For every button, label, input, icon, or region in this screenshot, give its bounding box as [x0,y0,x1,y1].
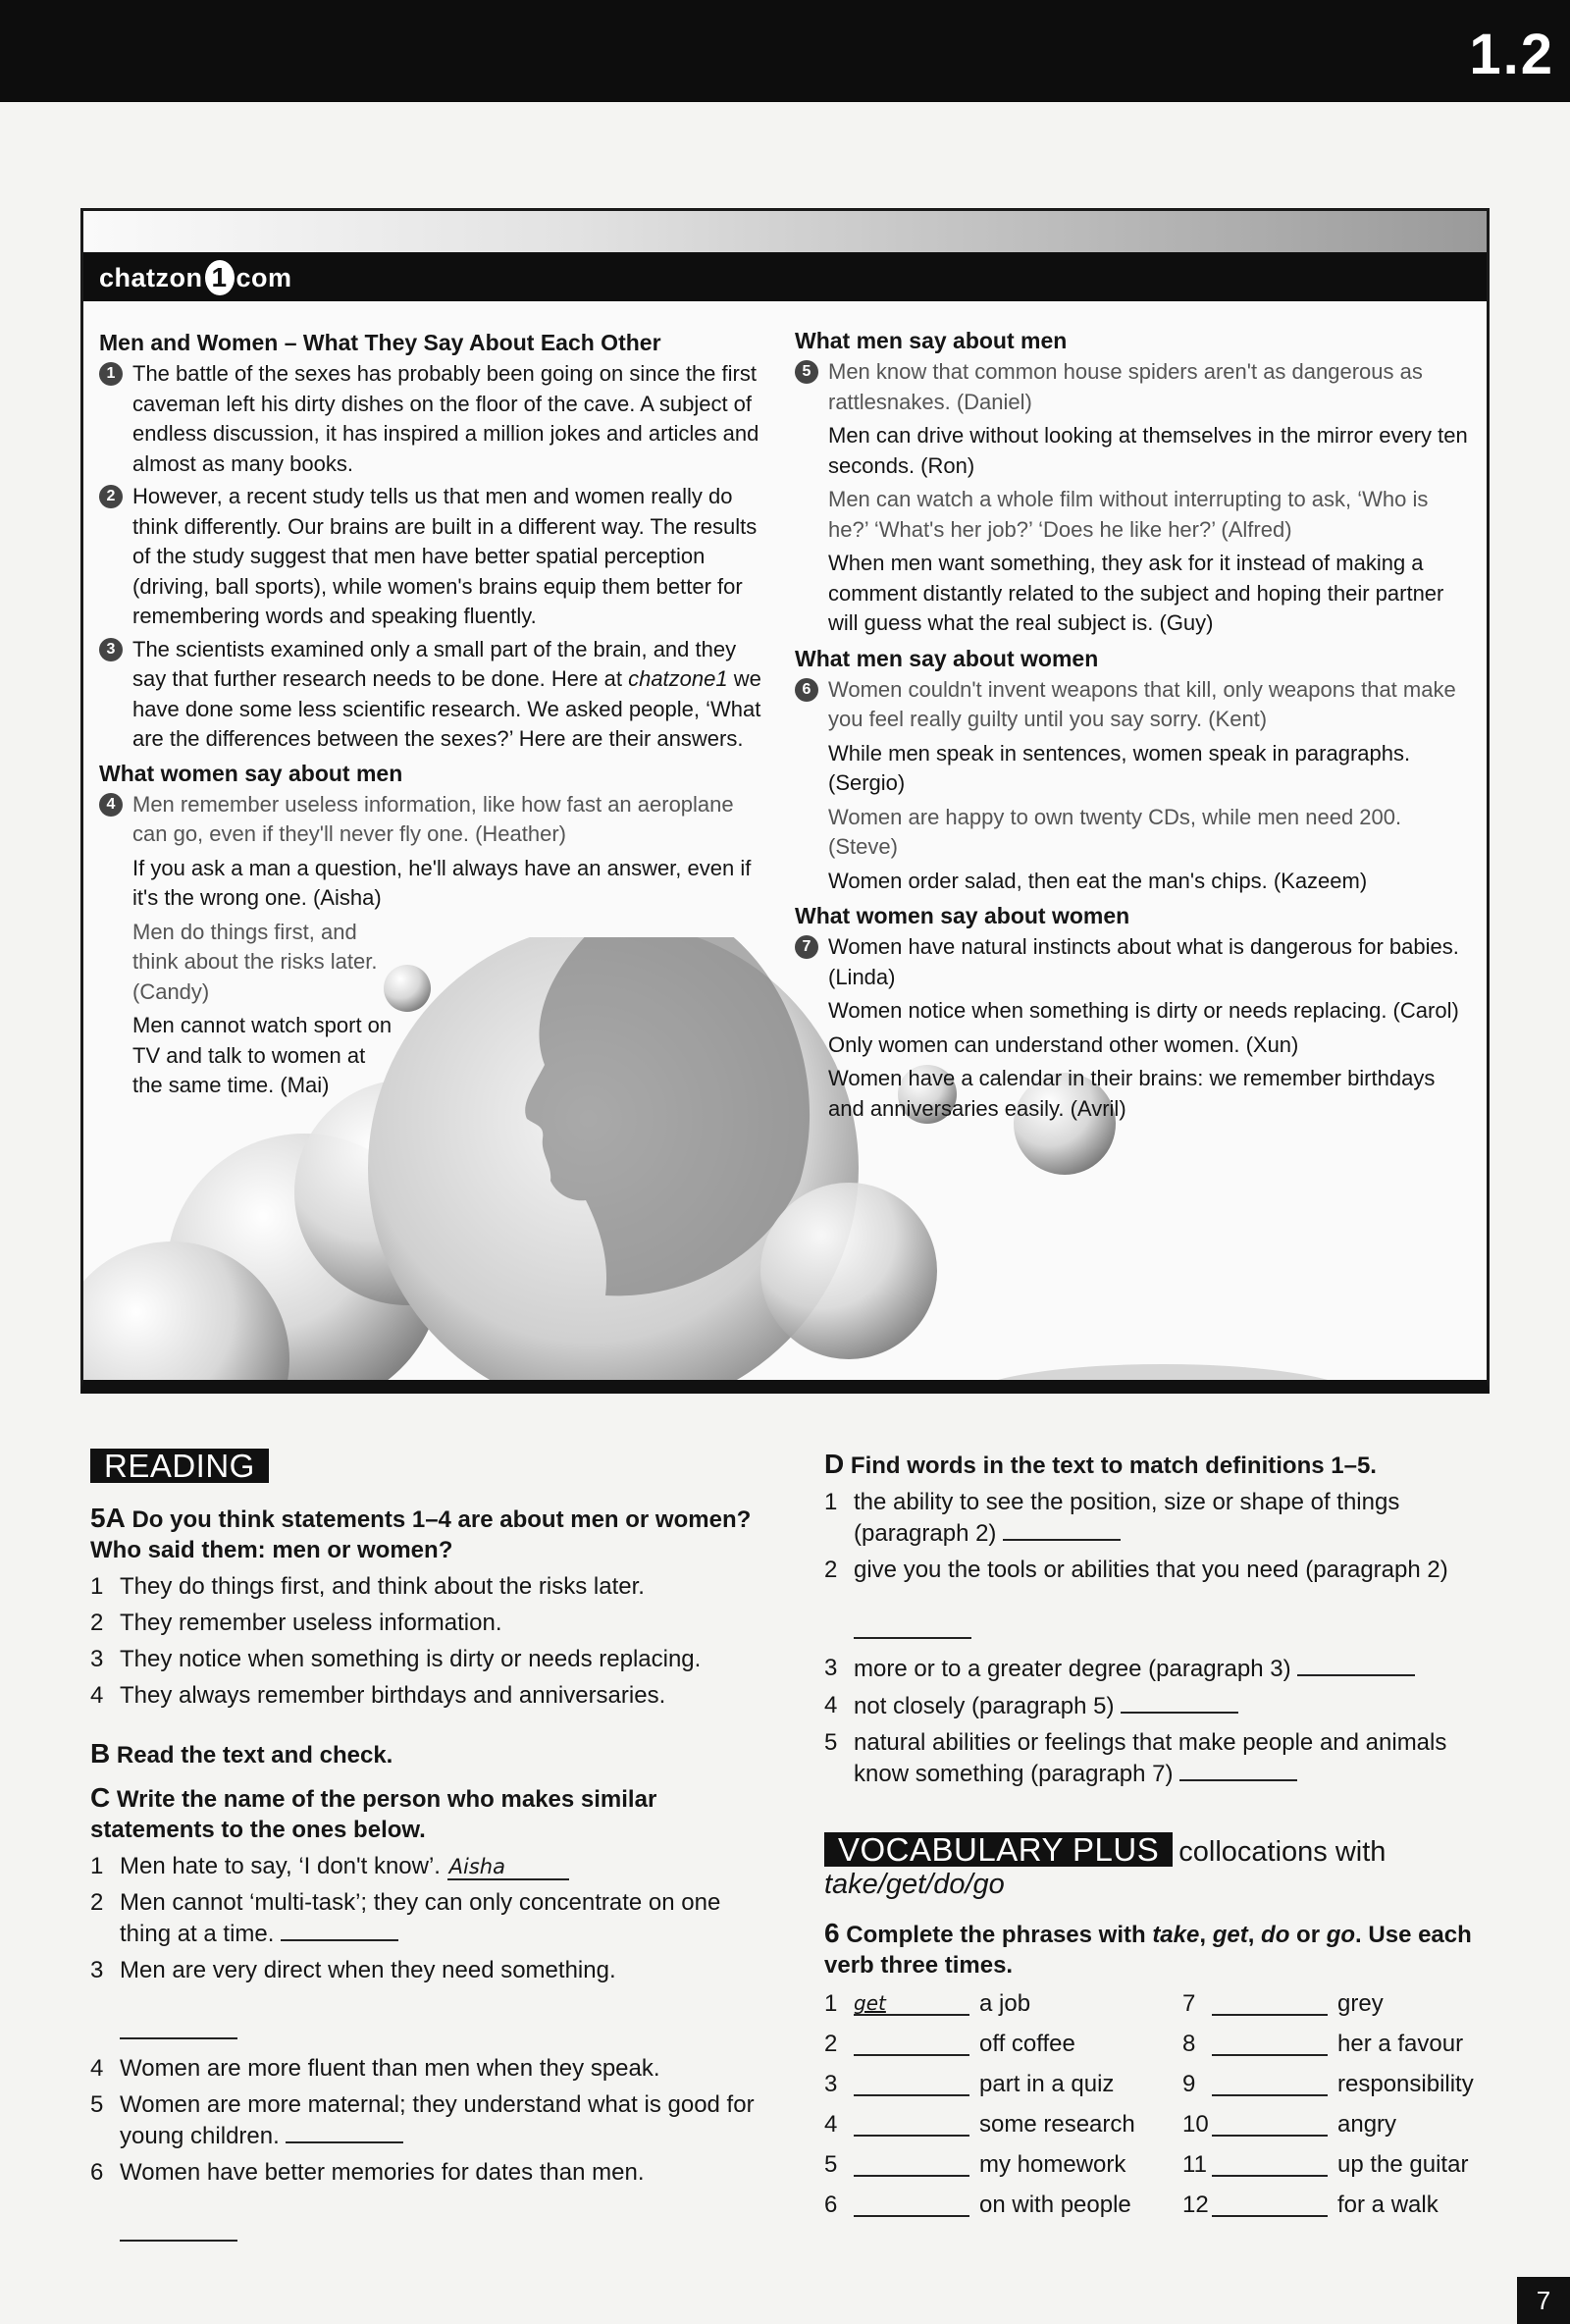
list-item: 4 Women are more fluent than men when they speak. [90,2055,660,2082]
quote: Only women can understand other women. (Xun) [828,1031,1299,1057]
exercise-b-instruction: B Read the text and check. [90,1738,393,1769]
list-item: 2 Men cannot ‘multi-task’; they can only concentrate on one thing at a time. [90,1889,721,1947]
exercise-6-instruction: 6 Complete the phrases with take, get, do or go. Use each verb three times. [824,1918,1472,1979]
answer-field[interactable] [854,1615,971,1639]
vocabulary-plus-heading [824,1832,1492,1868]
article-panel [80,208,1490,1394]
answer-field[interactable] [854,2109,969,2137]
top-header-bar [0,0,1570,102]
quote: If you ask a man a question, he'll always have an answer, even if it's the wrong one. (Aisha) [132,855,752,910]
quote: Women order salad, then eat the man's chips. (Kazeem) [828,868,1368,893]
section-heading-men-about-men: What men say about men [795,328,1068,353]
answer-field[interactable] [1179,1758,1297,1781]
list-item: 4 not closely (paragraph 5) [824,1690,1492,1721]
quote: 6 Women couldn't invent weapons that kill, only weapons that make you feel really guilty until you say sorry. (Kent) [795,675,1472,735]
exercise-d-instruction: D Find words in the text to match definitions 1–5. [824,1449,1377,1479]
vocabulary-plus-subtitle: take/get/do/go [824,1869,1005,1900]
quote: While men speak in sentences, women speak in paragraphs. (Sergio) [828,740,1411,795]
answer-field[interactable] [1212,2029,1328,2056]
quote: 4 Men remember useless information, like how fast an aeroplane can go, even if they'll never fly one. (Heather) [99,790,771,850]
reading-section-continued [824,1449,1492,2224]
section-heading-men-about-women: What men say about women [795,645,1099,671]
list-item: 3 They notice when something is dirty or needs replacing. [90,1646,702,1672]
answer-field[interactable] [120,2218,237,2242]
section-heading-women-about-men: What women say about men [99,760,403,786]
quote: Women are happy to own twenty CDs, while men need 200. (Steve) [828,804,1402,859]
exercise-c-instruction: C Write the name of the person who makes similar statements to the ones below. [90,1782,657,1843]
list-item: 5 Women are more maternal; they understand what is good for young children. [90,2091,755,2149]
answer-field[interactable] [854,2069,969,2096]
quote: Women have a calendar in their brains: we remember birthdays and anniversaries easily. (Avril) [828,1066,1436,1121]
quote: When men want something, they ask for it instead of making a comment distantly related to the subject and hoping their partner will guess what the real subject is. (Guy) [828,551,1444,635]
page-number: 7 [1517,2277,1570,2324]
article-left-column [99,327,771,1105]
vocabulary-plus-title: collocations with [1178,1836,1387,1868]
quote: Men can watch a whole film without interrupting to ask, ‘Who is he?’ ‘What's her job?’ ‘Does he like her?’ (Alfred) [828,487,1429,542]
answer-field[interactable] [1212,2190,1328,2217]
paragraph-3: 3 The scientists examined only a small part of the brain, and they say that further research needs to be done. Here at chatzone1 we have done some less scientific research. We asked people, ‘What are the differences between the sexes?’ Here are their answers. [99,635,771,755]
paragraph-2: 2 However, a recent study tells us that men and women really do think differently. Our brains are built in a different way. The results of the study suggest that men have better spatial perception (driving, ball sports), while women's brains equip them better for remembering words and speaking fluently. [99,482,771,632]
answer-field[interactable] [854,2190,969,2217]
reading-tag: READING [90,1449,269,1483]
list-item: 2 They remember useless information. [90,1610,502,1636]
list-item: 1 Men hate to say, ‘I don't know’. Aisha [90,1851,758,1881]
quote: Men do things first, and think about the risks later. (Candy) [132,919,378,1004]
list-item: 1 the ability to see the position, size or shape of things (paragraph 2) [824,1489,1400,1547]
list-item: 6 Women have better memories for dates than men. [90,2157,758,2249]
answer-field[interactable]: Aisha [447,1855,569,1880]
answer-field[interactable] [1003,1517,1121,1541]
answer-field[interactable] [1212,1988,1328,2016]
answer-field[interactable] [120,2016,237,2039]
list-item: 1 They do things first, and think about the risks later. [90,1573,645,1600]
answer-field[interactable]: get [854,1988,969,2016]
answer-field[interactable] [1212,2149,1328,2177]
quote: 7 Women have natural instincts about what is dangerous for babies. (Linda) [795,932,1472,992]
answer-field[interactable] [1212,2069,1328,2096]
site-logo: chatzon 1 com [99,260,292,295]
list-item: 3 more or to a greater degree (paragraph 3) [824,1653,1492,1684]
reading-section [90,1449,758,2255]
quote: Men cannot watch sport on TV and talk to women at the same time. (Mai) [132,1013,392,1097]
quote: Women notice when something is dirty or needs replacing. (Carol) [828,998,1459,1023]
answer-field[interactable] [854,2149,969,2177]
quote: Men can drive without looking at themselves in the mirror every ten seconds. (Ron) [828,423,1468,478]
quote: 5 Men know that common house spiders aren't as dangerous as rattlesnakes. (Daniel) [795,357,1472,417]
site-banner [83,252,1487,301]
list-item: 4 They always remember birthdays and anniversaries. [90,1682,666,1709]
collocation-grid: 1 get a job 2 off coffee 3 part in a quiz 4 some research 5 my homework 6 on with people 7 grey 8 her a favour 9 responsibility 10 angry 11 up the guitar 12 for a walk [824,1990,1474,2218]
answer-field[interactable] [1121,1690,1238,1714]
paragraph-1: 1 The battle of the sexes has probably been going on since the first caveman left his dirty dishes on the floor of the cave. A subject of endless discussion, it has inspired a million jokes and articles and almost as many books. [99,359,771,479]
exercise-5a-instruction: 5A Do you think statements 1–4 are about men or women? Who said them: men or women? [90,1503,752,1563]
answer-field[interactable] [286,2120,403,2143]
section-heading-women-about-women: What women say about women [795,903,1130,928]
list-item: 2 give you the tools or abilities that you need (paragraph 2) [824,1555,1492,1647]
answer-field[interactable] [854,2029,969,2056]
list-item: 5 natural abilities or feelings that make people and animals know something (paragraph 7) [824,1729,1447,1787]
article-right-column [795,325,1472,1128]
vocabulary-plus-tag: VOCABULARY PLUS [824,1832,1173,1867]
article-title: Men and Women – What They Say About Each Other [99,330,661,355]
answer-field[interactable] [1297,1653,1415,1676]
unit-number: 1.2 [1469,23,1554,86]
answer-field[interactable] [281,1918,398,1941]
list-item: 3 Men are very direct when they need something. [90,1955,758,2047]
answer-field[interactable] [1212,2109,1328,2137]
